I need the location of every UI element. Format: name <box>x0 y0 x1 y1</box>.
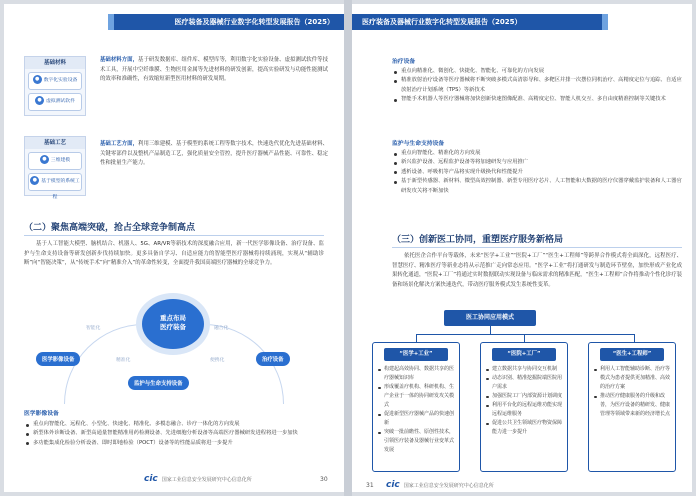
list-item: 促进公共卫生领域医疗物资保障能力进一步提升 <box>485 419 563 437</box>
materials-item-label: 虚拟测试软件 <box>46 99 75 104</box>
monitor-subtitle: 监护与生命支持设备 <box>392 141 445 147</box>
hub-center <box>142 299 204 349</box>
cic-logo: cic <box>386 480 400 490</box>
materials-item-label: 数字化实验设备 <box>43 78 78 83</box>
materials-box-item <box>28 93 82 111</box>
imaging-subtitle: 医学影像设备 <box>24 411 59 417</box>
list-item: 利用平台化的远程运维功能实现远程运维服务 <box>485 401 563 419</box>
left-page-header <box>114 14 344 30</box>
flow-column-head: “医院+工厂” <box>492 348 556 361</box>
flow-top-box: 医工协同应用模式 <box>444 310 536 326</box>
hub-node-imaging: 医学影像设备 <box>36 352 80 366</box>
hub-label: 融合化 <box>214 326 229 331</box>
materials-box-item <box>28 72 82 90</box>
flow-connector <box>416 334 634 335</box>
process-paragraph <box>100 140 328 169</box>
list-item: 重点向智能化、远程化、小型化、快速化、精准化、多模态融合、诊疗一体化的方向发展 <box>24 420 324 429</box>
flow-column-list <box>481 365 567 437</box>
right-page <box>352 4 692 492</box>
process-box-item <box>28 173 82 200</box>
circle-icon: ● <box>30 176 39 185</box>
monitor-bullet-list <box>392 149 682 196</box>
circle-icon: ● <box>35 96 44 105</box>
circle-icon: ● <box>40 155 49 164</box>
section-3-paragraph <box>392 252 682 290</box>
flow-column-head: “医学+工业” <box>384 348 448 361</box>
process-item-label: 基于模型的系统工程 <box>41 179 80 200</box>
process-box-title: 基础工艺 <box>25 137 85 149</box>
list-item: 多功能集成化检验分析设备、即时即地检验（POCT）设备等的性能品质将进一步提升 <box>24 439 324 448</box>
cic-logo: cic <box>144 474 158 484</box>
hub-label: 智能化 <box>86 326 101 331</box>
list-item: 智能手术机器人等医疗器械将加快创新快速图像配准、高精度定位、智能人机交互、多自由度精准控制等关键技术 <box>392 95 682 104</box>
list-item: 突破一批前瞻性、原创性技术，引领医疗装备及器械行业变革式发展 <box>377 428 455 455</box>
materials-side-box <box>24 56 86 116</box>
process-lead: 基础工艺方面， <box>100 141 139 147</box>
footer-org: 国家工业信息安全发展研究中心信息化所 <box>403 483 494 489</box>
list-item: 形成覆盖疗机构、科研机构、生产企业于一体的协同研发攻关模式 <box>377 383 455 410</box>
hub-label: 便携化 <box>210 358 225 363</box>
hub-label: 精准化 <box>116 358 131 363</box>
treatment-subtitle: 治疗设备 <box>392 59 416 65</box>
flow-connector <box>416 334 417 342</box>
equipment-hub-diagram <box>24 294 324 402</box>
left-footer <box>144 474 252 484</box>
materials-box-title: 基础材料 <box>25 57 85 69</box>
right-page-header <box>352 14 602 30</box>
section-divider <box>24 235 324 236</box>
materials-lead: 基础材料方面， <box>100 57 139 63</box>
process-text: 利用三维建模、基于模型的系统工程等数字技术，快速迭代优化先进基础材料、关键零部件以及整机产品制造工艺，强化质量安全管控，提升医疗器械产品性能、可靠性、稳定性和批量生产能力。 <box>100 141 328 167</box>
materials-paragraph <box>100 56 328 85</box>
list-item: 精准放射治疗设备等医疗器械将不断突破多模式高清影导和、多靶区并排一次摆位同机治疗、高精度定位与追踪、自适应放射治疗计划系统（TPS）等新技术 <box>392 76 682 95</box>
hub-node-monitor: 监护与生命支持设备 <box>128 376 189 390</box>
list-item: 推动医疗健康服务的升级和改善，为医疗设备的精研发、健康管理等领域带来新的经济增长点 <box>593 392 671 419</box>
hub-center-label: 重点布局 医疗装备 <box>160 314 186 331</box>
flow-connector <box>490 326 491 334</box>
list-item: 动态识别、精准挖掘院端医院用户需求 <box>485 374 563 392</box>
section-2-text: 基于人工智能大模型、脑机结合、机器人、5G、AR/VR等新技术的深度融合应用，新一代医学影像设备、治疗设备、监护与生命支持设备等研发创新步伐持续加快。更多具备自学习、自适应能力的智能型医疗器械将持续涌现，实现从“辅助诊断”向“智能决策”，从“传统手术”向“精准介入”的革命性转变，全面提升我国高端医疗器械的全球竞争力。 <box>24 241 324 267</box>
flow-column-list <box>589 365 675 419</box>
header-stripe <box>602 14 608 30</box>
list-item: 基于新型传感器、新材料、微型高效控制器、新型专用医疗芯片、人工智能和大数据的医疗仪器穿戴监护装备和人工器官研发攻关将不断加快 <box>392 177 682 196</box>
flow-connector <box>524 334 525 342</box>
list-item: 促进新型医疗器械产品的快速创新 <box>377 410 455 428</box>
circle-icon: ● <box>33 75 42 84</box>
list-item: 建立数据共享与协同交互机制 <box>485 365 563 374</box>
section-title-2: （二）聚焦高端突破，抢占全球竞争制高点 <box>24 223 196 233</box>
process-box-item <box>28 152 82 170</box>
list-item: 利用人工智能辅助诊断、治疗等模式为患者提供更加精准、高效的治疗方案 <box>593 365 671 392</box>
flow-column-head: “医生+工程师” <box>600 348 664 361</box>
hub-node-treatment: 治疗设备 <box>256 352 290 366</box>
page-gutter <box>344 0 352 496</box>
list-item: 重点向精准化、微创化、快捷化、智能化、可靠化的方向发展 <box>392 67 682 76</box>
section-2-paragraph <box>24 240 324 269</box>
imaging-bullet-list <box>24 420 324 448</box>
footer-org: 国家工业信息安全发展研究中心信息化所 <box>161 477 252 483</box>
list-item: 加强医院工厂内部资源计划调度 <box>485 392 563 401</box>
materials-text: 基于研发数据库、组件库、模型库等，利用数字化实验设备、虚拟测试软件等技术工具，开展中空纤维膜、生物医用金属等先进材料的研发创新，提高实验研发与功能性能测试的效率和准确性，有效缩短新型医用材料的研发周期。 <box>100 57 328 83</box>
header-stripe <box>108 14 114 30</box>
flow-column-medical-industry <box>372 342 460 472</box>
page-number: 30 <box>320 476 328 483</box>
left-page <box>4 4 344 492</box>
treatment-bullet-list <box>392 67 682 105</box>
flow-connector <box>634 334 635 342</box>
list-item: 新兴监护设备、远程监护设备等将加速研发与应用推广 <box>392 158 682 167</box>
flow-column-list <box>373 365 459 455</box>
list-item: 新型体外诊断设备、新型高通量智能精准用药检测设备、先进细胞分析设备等高端医疗器械研发进程将进一步加快 <box>24 429 324 438</box>
process-item-label: 三维建模 <box>50 158 71 163</box>
flow-column-hospital-factory <box>480 342 568 472</box>
right-header-text: 医疗装备及器械行业数字化转型发展报告（2025） <box>362 18 522 26</box>
section-title-3: （三）创新医工协同，重塑医疗服务新格局 <box>392 235 564 245</box>
left-header-text: 医疗装备及器械行业数字化转型发展报告（2025） <box>174 18 334 26</box>
section-divider <box>392 247 682 248</box>
process-side-box <box>24 136 86 200</box>
right-footer <box>386 480 494 490</box>
list-item: 构建起高效协同、数据共享的医疗器械知识库 <box>377 365 455 383</box>
page-number: 31 <box>366 482 374 489</box>
list-item: 透析设备、呼吸机等产品将实现升级换代和性能提升 <box>392 168 682 177</box>
section-3-text: 依托医企合作平台等载体，未来“医学+工业”“医院+工厂”“医生+工程师”等跨界合作模式将全面深化，远程医疗、智慧医疗、精准医疗等新业态将从示范推广走向常态应用。“医学+工业”将打通研发与制造环节壁垒，加快形成产业化成果转化通道，“医院+工厂”将通过实时数据联动实现设备与临床需求的精准匹配，“医生+工程师”合作将推动个性化诊疗装备和场景化解决方案快速迭代，带动医疗服务模式发生系统性变革。 <box>392 253 682 288</box>
list-item: 重点向智能化、精准化的方向发展 <box>392 149 682 158</box>
flow-column-doctor-engineer <box>588 342 676 472</box>
